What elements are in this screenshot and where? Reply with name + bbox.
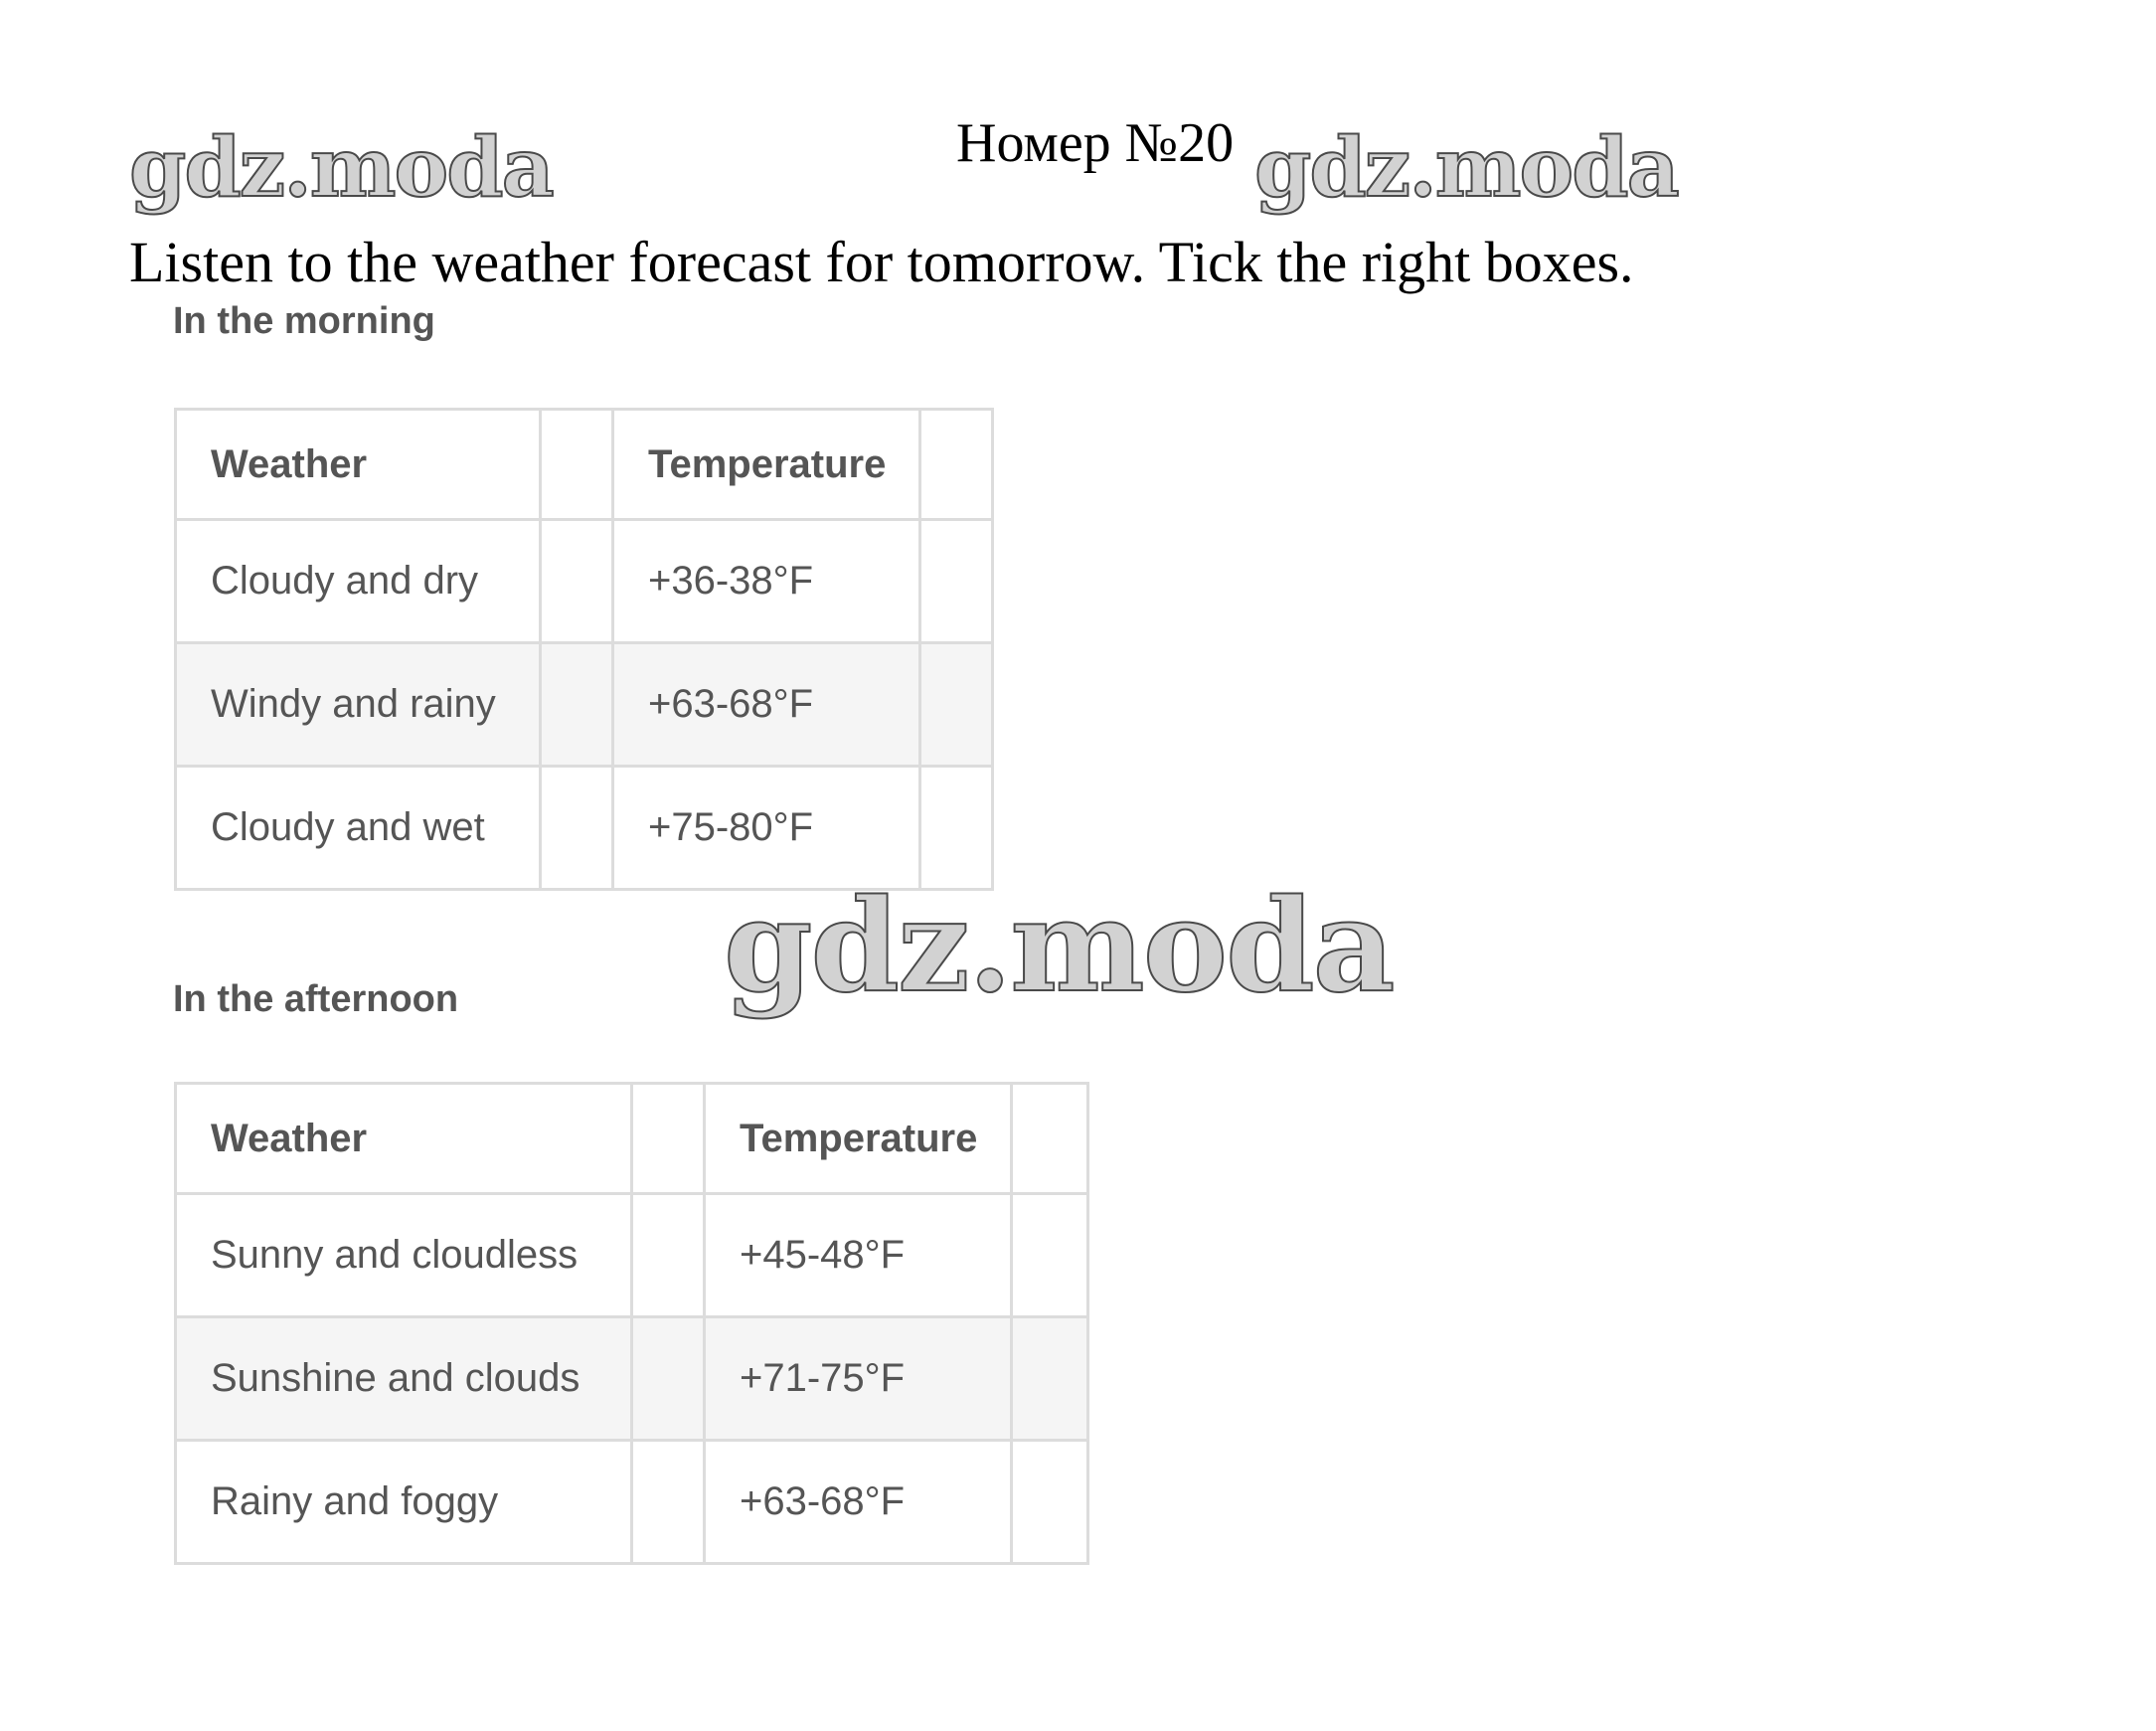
weather-tick-box[interactable]	[541, 520, 613, 643]
weather-tick-box[interactable]	[541, 643, 613, 767]
weather-cell: Rainy and foggy	[176, 1441, 632, 1564]
temperature-tick-box[interactable]	[1012, 1317, 1088, 1441]
weather-tick-box[interactable]	[541, 767, 613, 890]
temperature-tick-box[interactable]	[1012, 1194, 1088, 1317]
exercise-instruction: Listen to the weather forecast for tomorrow. Tick the right boxes.	[129, 230, 1634, 294]
temperature-cell: +71-75°F	[705, 1317, 1012, 1441]
temperature-cell: +36-38°F	[613, 520, 920, 643]
temperature-tick-box[interactable]	[920, 767, 993, 890]
temperature-cell: +63-68°F	[705, 1441, 1012, 1564]
table-row	[176, 520, 993, 643]
weather-tick-box[interactable]	[632, 1441, 705, 1564]
tick-box-header	[632, 1084, 705, 1194]
afternoon-section-label: In the afternoon	[173, 978, 459, 1020]
tick-box-header	[920, 410, 993, 520]
header-weather: Weather	[176, 410, 541, 520]
morning-section-label: In the morning	[173, 300, 435, 342]
watermark-logo: gdz.moda	[724, 872, 1394, 1021]
watermark-logo: gdz.moda	[129, 120, 553, 216]
temperature-tick-box[interactable]	[920, 643, 993, 767]
table-row	[176, 1317, 1088, 1441]
table-row	[176, 1194, 1088, 1317]
weather-tick-box[interactable]	[632, 1317, 705, 1441]
header-temperature: Temperature	[705, 1084, 1012, 1194]
header-temperature: Temperature	[613, 410, 920, 520]
tick-box-header	[1012, 1084, 1088, 1194]
weather-cell: Windy and rainy	[176, 643, 541, 767]
weather-cell: Sunshine and clouds	[176, 1317, 632, 1441]
table-header-row	[176, 1084, 1088, 1194]
temperature-cell: +75-80°F	[613, 767, 920, 890]
weather-cell: Cloudy and dry	[176, 520, 541, 643]
tick-box-header	[541, 410, 613, 520]
watermark-logo: gdz.moda	[1254, 120, 1678, 216]
weather-cell: Sunny and cloudless	[176, 1194, 632, 1317]
table-header-row	[176, 410, 993, 520]
exercise-number: Номер №20	[956, 112, 1235, 174]
table-row	[176, 767, 993, 890]
temperature-cell: +45-48°F	[705, 1194, 1012, 1317]
temperature-cell: +63-68°F	[613, 643, 920, 767]
temperature-tick-box[interactable]	[1012, 1441, 1088, 1564]
morning-forecast-table	[174, 408, 994, 891]
table-row	[176, 1441, 1088, 1564]
weather-cell: Cloudy and wet	[176, 767, 541, 890]
weather-tick-box[interactable]	[632, 1194, 705, 1317]
table-row	[176, 643, 993, 767]
afternoon-forecast-table	[174, 1082, 1089, 1565]
temperature-tick-box[interactable]	[920, 520, 993, 643]
header-weather: Weather	[176, 1084, 632, 1194]
